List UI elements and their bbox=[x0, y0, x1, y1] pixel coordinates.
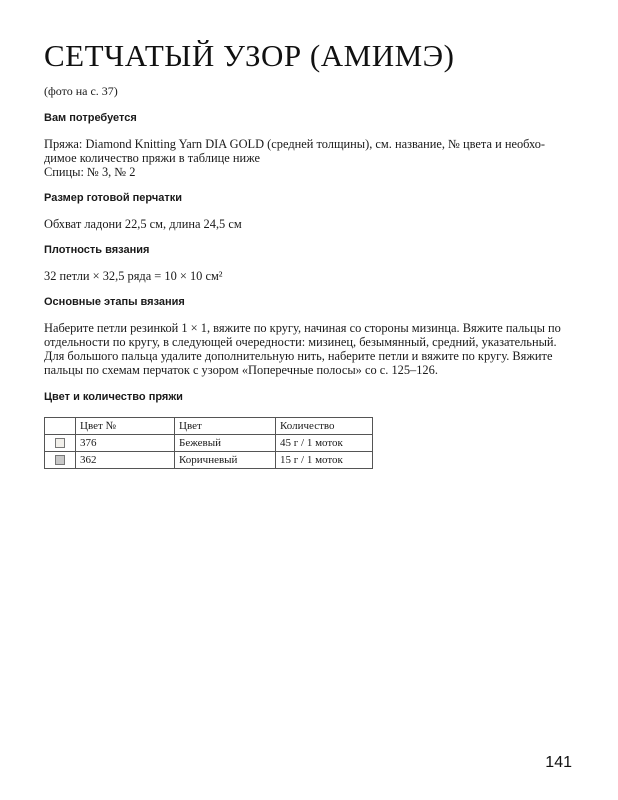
table-header-color: Цвет bbox=[175, 418, 276, 435]
gauge-text: 32 петли × 32,5 ряда = 10 × 10 см² bbox=[44, 269, 223, 283]
steps-line: отдельности по кругу, в следующей очередности: мизинец, безымянный, средний, указательный. bbox=[44, 335, 557, 349]
section-heading-yarn-color: Цвет и количество пряжи bbox=[44, 391, 183, 403]
yarn-table bbox=[44, 417, 373, 469]
section-heading-materials: Вам потребуется bbox=[44, 112, 137, 124]
steps-line: Наберите петли резинкой 1 × 1, вяжите по кругу, начиная со стороны мизинца. Вяжите пальцы по bbox=[44, 321, 561, 335]
page-title: СЕТЧАТЫЙ УЗОР (АМИМЭ) bbox=[44, 38, 455, 73]
document-page bbox=[44, 38, 584, 469]
steps-line: пальцы по схемам перчаток с узором «Поперечные полосы» со с. 125–126. bbox=[44, 363, 438, 377]
materials-text bbox=[44, 137, 584, 179]
photo-reference: (фото на с. 37) bbox=[44, 84, 118, 98]
color-name-cell: Бежевый bbox=[175, 435, 276, 452]
steps-line: Для большого пальца удалите дополнительную нить, наберите петли и вяжите по кругу. Вяжите bbox=[44, 349, 553, 363]
section-heading-steps: Основные этапы вязания bbox=[44, 296, 185, 308]
amount-cell: 15 г / 1 моток bbox=[276, 452, 373, 469]
table-row bbox=[45, 435, 373, 452]
color-name-cell: Коричневый bbox=[175, 452, 276, 469]
page-number: 141 bbox=[545, 754, 572, 771]
steps-text bbox=[44, 321, 584, 377]
color-number-cell: 362 bbox=[76, 452, 175, 469]
materials-line: Спицы: № 3, № 2 bbox=[44, 165, 136, 179]
materials-line: димое количество пряжи в таблице ниже bbox=[44, 151, 260, 165]
table-header-swatch bbox=[45, 418, 76, 435]
table-header-amount: Количество bbox=[276, 418, 373, 435]
materials-line: Пряжа: Diamond Knitting Yarn DIA GOLD (средней толщины), см. название, № цвета и необхо- bbox=[44, 137, 546, 151]
amount-cell: 45 г / 1 моток bbox=[276, 435, 373, 452]
table-row bbox=[45, 452, 373, 469]
table-header-row bbox=[45, 418, 373, 435]
table-header-color-number: Цвет № bbox=[76, 418, 175, 435]
color-swatch-icon bbox=[55, 438, 65, 448]
swatch-cell bbox=[45, 452, 76, 469]
color-swatch-icon bbox=[55, 455, 65, 465]
size-text: Обхват ладони 22,5 см, длина 24,5 см bbox=[44, 217, 242, 231]
swatch-cell bbox=[45, 435, 76, 452]
color-number-cell: 376 bbox=[76, 435, 175, 452]
section-heading-gauge: Плотность вязания bbox=[44, 244, 150, 256]
section-heading-size: Размер готовой перчатки bbox=[44, 192, 183, 204]
